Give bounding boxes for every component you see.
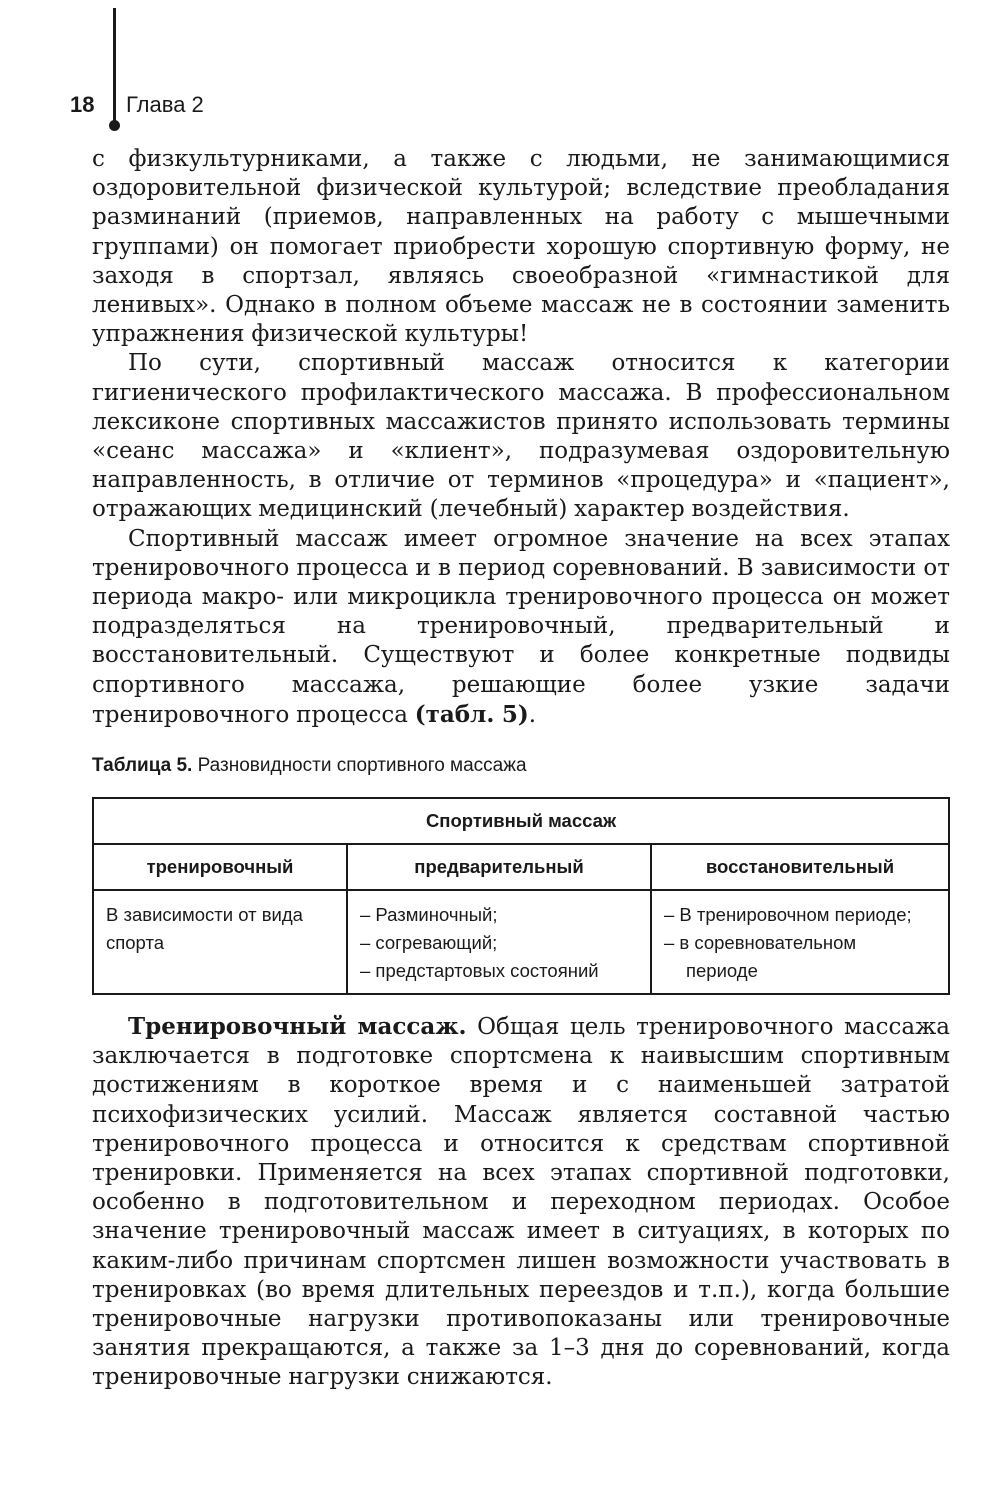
main-text-top — [92, 145, 950, 730]
margin-rule-dot — [109, 120, 120, 131]
cell-line: – в соревновательном — [664, 932, 857, 953]
massage-types-table — [92, 797, 950, 995]
table-caption-text: Разновидности спортивного массажа — [197, 755, 527, 776]
table-caption-label: Таблица 5. — [92, 755, 193, 776]
table-header: Спортивный массаж — [93, 798, 949, 844]
paragraph-3-text: Спортивный массаж имеет огромное значение на всех этапах тренировочного процесса и в период соревнований. В зависимости от периода макро- или микроцикла тренировочного процесса он может подразделяться на тренировочный, предварительный и восстановительный. Существуют и более конкретные подвиды спортивного массажа, решающие более узкие задачи тренировочного процесса — [92, 525, 950, 728]
cell-line: – Разминочный; — [360, 904, 498, 925]
chapter-title: Глава 2 — [126, 92, 204, 117]
cell-line: – предстартовых состояний — [360, 960, 599, 981]
section-lead: Тренировочный массаж. — [128, 1013, 467, 1040]
cell-recovery — [651, 890, 949, 994]
cell-line: – согревающий; — [360, 932, 498, 953]
cell-training — [93, 890, 347, 994]
margin-rule — [113, 8, 116, 124]
table-caption — [92, 755, 527, 777]
column-header-preliminary: предварительный — [347, 844, 651, 890]
cell-line: – В тренировочном периоде; — [664, 904, 912, 925]
cell-line: В зависимости от вида — [106, 904, 303, 925]
paragraph-4 — [92, 1012, 950, 1393]
table-reference: (табл. 5) — [414, 700, 529, 728]
column-header-recovery: восстановительный — [651, 844, 949, 890]
main-text-bottom — [92, 1012, 950, 1393]
cell-preliminary — [347, 890, 651, 994]
paragraph-3-end: . — [528, 701, 537, 728]
paragraph-3 — [92, 525, 950, 730]
paragraph-4-text: Общая цель тренировочного массажа заключается в подготовке спортсмена к наивысшим спортивным достижениям в короткое время и с наименьшей затратой психофизических усилий. Массаж является составной частью тренировочного процесса и относится к средствам спортивной тренировки. Применяется на всех этапах спортивной подготовки, особенно в подготовительном и переходном периодах. Особое значение тренировочный массаж имеет в ситуациях, в которых по каким-либо причинам спортсмен лишен возможности участвовать в тренировках (во время длительных переездов и т.п.), когда большие тренировочные нагрузки противопоказаны или тренировочные занятия прекращаются, а также за 1–3 дня до соревнований, когда тренировочные нагрузки снижаются. — [92, 1014, 950, 1391]
cell-line: спорта — [106, 932, 164, 953]
page-number: 18 — [70, 92, 95, 117]
intro-paragraph: с физкультурниками, а также с людьми, не занимающимися оздоровительной физической культурой; вследствие преобладания разминаний (приемов, направленных на работу с мышечными группами) он помогает приобрести хорошую спортивную форму, не заходя в спортзал, являясь своеобразной «гимнастикой для ленивых». Однако в полном объеме массаж не в состоянии заменить упражнения физической культуры! — [92, 146, 950, 348]
column-header-training: тренировочный — [93, 844, 347, 890]
paragraph-2: По сути, спортивный массаж относится к категории гигиенического профилактического массажа. В профессиональном лексиконе спортивных массажистов принято использовать термины «сеанс массажа» и «клиент», подразумевая оздоровительную направленность, в отличие от терминов «процедура» и «пациент», отражающих медицинский (лечебный) характер воздействия. — [92, 350, 950, 523]
cell-line: периоде — [686, 960, 758, 981]
